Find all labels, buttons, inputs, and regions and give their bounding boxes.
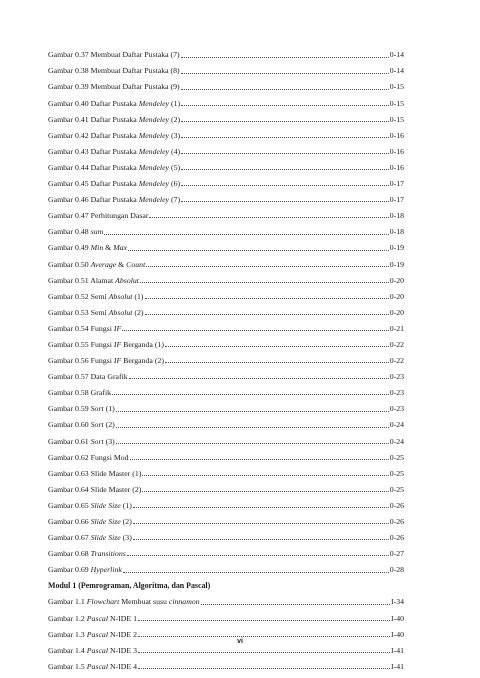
dot-leader xyxy=(165,346,389,347)
toc-entry-page: 0-15 xyxy=(389,82,404,92)
toc-entry-title xyxy=(48,132,180,140)
toc-entry[interactable] xyxy=(48,526,404,542)
toc-group-module-0 xyxy=(48,43,404,574)
dot-leader xyxy=(145,314,389,315)
toc-entry-title-text: (1) xyxy=(120,500,132,510)
toc-entry[interactable] xyxy=(48,365,404,381)
toc-entry-title xyxy=(48,212,148,220)
toc-group-module-1 xyxy=(48,590,404,670)
toc-entry-page: 0-16 xyxy=(389,130,404,140)
toc-entry-page: 0-14 xyxy=(389,50,404,60)
dot-leader xyxy=(181,105,389,106)
toc-entry-page: 0-28 xyxy=(389,565,404,575)
toc-entry-title-text: Gambar 0.66 xyxy=(48,517,91,527)
toc-entry[interactable] xyxy=(48,606,404,622)
toc-entry-title xyxy=(48,357,164,365)
toc-entry[interactable] xyxy=(48,220,404,236)
dot-leader xyxy=(201,604,390,605)
toc-entry-title xyxy=(48,421,115,429)
dot-leader xyxy=(181,185,389,186)
toc-entry-title-text: (2) xyxy=(169,114,181,124)
toc-entry-title-italic: Mendeley xyxy=(138,114,170,124)
toc-entry[interactable] xyxy=(48,413,404,429)
toc-entry-title-italic: Average xyxy=(90,259,117,269)
page-number: vi xyxy=(237,638,243,645)
toc-entry[interactable] xyxy=(48,349,404,365)
toc-entry[interactable] xyxy=(48,75,404,91)
toc-entry-page: I-41 xyxy=(391,645,404,655)
toc-entry-title-text: Gambar 0.38 Membuat Daftar Pustaka (8) xyxy=(48,66,180,76)
toc-entry-title-text: N-IDE 1 xyxy=(108,613,138,623)
dot-leader xyxy=(146,266,388,267)
toc-entry[interactable] xyxy=(48,461,404,477)
toc-entry-title-text: Gambar 0.65 xyxy=(48,500,91,510)
toc-entry-title-text: Berganda (2) xyxy=(121,356,164,366)
toc-entry-title-italic: Mendeley xyxy=(138,162,170,172)
toc-entry-title-italic: Absolut xyxy=(108,291,133,301)
toc-entry-title xyxy=(48,51,180,59)
toc-entry-title-text: Gambar 0.68 xyxy=(48,549,91,559)
toc-entry-title-italic: Pascal xyxy=(86,645,108,655)
toc-entry-title-text: Gambar 0.47 Perhitungan Dasar xyxy=(48,211,149,221)
toc-entry-title xyxy=(48,180,180,188)
toc-entry-title-text: Gambar 0.56 Fungsi xyxy=(48,356,114,366)
toc-entry-title-text: Gambar 0.58 Grafik xyxy=(48,388,112,398)
toc-entry-title-text: (2) xyxy=(120,517,132,527)
toc-entry-title-italic: Pascal xyxy=(86,661,108,671)
toc-entry-title-italic: Mendeley xyxy=(138,179,170,189)
toc-entry-page: 0-18 xyxy=(389,227,404,237)
toc-entry-title-text: N-IDE 3 xyxy=(108,645,138,655)
toc-entry-page: 0-16 xyxy=(389,162,404,172)
dot-leader xyxy=(138,668,390,669)
dot-leader xyxy=(142,491,388,492)
toc-entry-title-text: Gambar 0.63 Slide Master (1) xyxy=(48,468,142,478)
toc-entry-title-text: (3) xyxy=(103,436,115,446)
toc-entry-title-text: N-IDE 4 xyxy=(108,661,138,671)
dot-leader xyxy=(165,362,389,363)
dot-leader xyxy=(181,89,389,90)
toc-entry[interactable] xyxy=(48,43,404,59)
dot-leader xyxy=(149,217,388,218)
dot-leader xyxy=(142,475,388,476)
toc-entry-title-text: Gambar 0.50 xyxy=(48,259,91,269)
toc-entry-title-italic: Mendeley xyxy=(138,98,170,108)
toc-entry-page: 0-19 xyxy=(389,243,404,253)
toc-entry-title xyxy=(48,325,121,333)
toc-entry[interactable] xyxy=(48,107,404,123)
toc-entry-title-italic: Absolut xyxy=(108,307,133,317)
toc-entry-title-text: (2) xyxy=(103,420,115,430)
toc-entry[interactable] xyxy=(48,478,404,494)
toc-entry-title-text: (3) xyxy=(120,533,132,543)
dot-leader xyxy=(181,73,389,74)
toc-entry-title-text: (2) xyxy=(132,307,144,317)
toc-entry-title-text: Gambar 0.54 Fungsi xyxy=(48,323,114,333)
toc-entry-title xyxy=(48,83,180,91)
toc-entry-title-italic: Slide Size xyxy=(90,533,121,543)
toc-entry-title-italic: Mendeley xyxy=(138,130,170,140)
toc-entry-title-text: Gambar 1.1 xyxy=(48,597,87,607)
toc-entry-title-text: Gambar 1.3 xyxy=(48,629,87,639)
dot-leader xyxy=(122,330,389,331)
toc-entry-title xyxy=(48,550,126,558)
toc-entry-page: 0-22 xyxy=(389,356,404,366)
toc-entry-title-text: Gambar 1.4 xyxy=(48,645,87,655)
toc-entry-title-text: Gambar 0.43 Daftar Pustaka xyxy=(48,146,139,156)
toc-entry-title xyxy=(48,615,137,623)
toc-entry-title-text: (7) xyxy=(169,195,181,205)
toc-entry-title-text: Gambar 0.64 Slide Master (2) xyxy=(48,484,142,494)
toc-entry[interactable] xyxy=(48,301,404,317)
toc-entry-title-text: & xyxy=(116,259,127,269)
toc-entry-title xyxy=(48,164,180,172)
toc-entry-title-italic: Min xyxy=(90,243,104,253)
toc-entry-page: 0-20 xyxy=(389,307,404,317)
dot-leader xyxy=(116,411,389,412)
toc-entry-title xyxy=(48,293,144,301)
toc-entry-title xyxy=(48,470,141,478)
dot-leader xyxy=(133,507,389,508)
dot-leader xyxy=(138,620,390,621)
toc-entry-title-text: (5) xyxy=(169,162,181,172)
toc-entry-title xyxy=(48,277,139,285)
toc-entry-title-italic: IF xyxy=(113,339,122,349)
toc-entry[interactable] xyxy=(48,123,404,139)
toc-entry[interactable] xyxy=(48,252,404,268)
toc-entry[interactable] xyxy=(48,429,404,445)
toc-entry-title-italic: Max xyxy=(113,243,128,253)
toc-entry-title xyxy=(48,502,132,510)
dot-leader xyxy=(133,539,389,540)
toc-entry[interactable] xyxy=(48,655,404,671)
toc-entry-title xyxy=(48,647,137,655)
toc-entry[interactable] xyxy=(48,156,404,172)
dot-leader xyxy=(145,298,389,299)
toc-entry-title xyxy=(48,566,122,574)
toc-entry[interactable] xyxy=(48,590,404,606)
toc-entry-page: 0-25 xyxy=(389,468,404,478)
toc-entry-title xyxy=(48,518,132,526)
toc-entry-title-text: & xyxy=(103,243,114,253)
toc-entry-title-italic: IF xyxy=(113,323,122,333)
toc-entry[interactable] xyxy=(48,317,404,333)
toc-entry[interactable] xyxy=(48,622,404,638)
toc-entry-page: 0-25 xyxy=(389,484,404,494)
dot-leader xyxy=(181,201,389,202)
toc-entry-title xyxy=(48,261,145,269)
toc-entry-title-text: Gambar 0.53 Semi xyxy=(48,307,109,317)
toc-entry-title-text: Gambar 0.57 Data Grafik xyxy=(48,372,128,382)
toc-entry-page: 0-24 xyxy=(389,420,404,430)
toc-entry-title-italic: sum xyxy=(90,227,104,237)
dot-leader xyxy=(104,234,388,235)
toc-entry[interactable] xyxy=(48,268,404,284)
toc-entry-title-italic: Slide Size xyxy=(90,500,121,510)
toc-entry[interactable] xyxy=(48,397,404,413)
toc-entry-title-text: Gambar 0.42 Daftar Pustaka xyxy=(48,130,139,140)
toc-entry-title xyxy=(48,438,115,446)
toc-entry-title-text: Gambar 0.41 Daftar Pustaka xyxy=(48,114,139,124)
toc-entry-page: 0-17 xyxy=(389,179,404,189)
dot-leader xyxy=(123,572,389,573)
list-of-figures xyxy=(48,43,404,671)
dot-leader xyxy=(130,459,389,460)
toc-entry-title-italic: Flowchart xyxy=(86,597,120,607)
toc-entry-title-italic: Hyperlink xyxy=(90,565,122,575)
toc-entry-title xyxy=(48,405,115,413)
dot-leader xyxy=(133,523,389,524)
toc-entry-title xyxy=(48,598,200,606)
toc-entry-title-italic: Absolut xyxy=(115,275,139,285)
toc-entry-title xyxy=(48,196,180,204)
toc-entry-page: 0-27 xyxy=(389,549,404,559)
toc-entry-title-italic: Mendeley xyxy=(138,195,170,205)
toc-entry-page: I-41 xyxy=(391,661,404,671)
toc-entry[interactable] xyxy=(48,381,404,397)
toc-entry-title-text: (1) xyxy=(169,98,181,108)
toc-entry-page: I-40 xyxy=(391,629,404,639)
toc-entry-page: I-34 xyxy=(391,597,404,607)
toc-entry-title-text: Gambar 0.39 Membuat Daftar Pustaka (9) xyxy=(48,82,180,92)
toc-entry[interactable] xyxy=(48,140,404,156)
toc-entry[interactable] xyxy=(48,333,404,349)
dot-leader xyxy=(181,121,389,122)
toc-entry-title-text: Gambar 0.37 Membuat Daftar Pustaka (7) xyxy=(48,50,180,60)
toc-entry-title-text: Gambar 0.69 xyxy=(48,565,91,575)
toc-entry-title xyxy=(48,116,180,124)
toc-entry-title xyxy=(48,228,103,236)
dot-leader xyxy=(116,427,389,428)
toc-entry[interactable] xyxy=(48,284,404,300)
dot-leader xyxy=(128,250,389,251)
toc-entry-title-text: Membuat susu xyxy=(119,597,169,607)
toc-entry-title-text: Gambar 0.45 Daftar Pustaka xyxy=(48,179,139,189)
toc-entry-title-italic: Slide Size xyxy=(90,517,121,527)
dot-leader xyxy=(181,169,389,170)
toc-entry[interactable] xyxy=(48,445,404,461)
toc-entry-page: 0-19 xyxy=(389,259,404,269)
toc-entry-title-text: Gambar 0.60 xyxy=(48,420,91,430)
toc-entry[interactable] xyxy=(48,59,404,75)
section-heading: Modul 1 (Pemrograman, Algoritma, dan Pascal) xyxy=(48,581,211,591)
dot-leader xyxy=(181,57,389,58)
toc-entry-page: 0-17 xyxy=(389,195,404,205)
toc-entry-title-text: (4) xyxy=(169,146,181,156)
toc-entry-title-italic: Sort xyxy=(90,420,104,430)
dot-leader xyxy=(129,378,389,379)
toc-entry-page: 0-18 xyxy=(389,211,404,221)
toc-entry-title-italic: Sort xyxy=(90,436,104,446)
toc-entry-page: 0-23 xyxy=(389,372,404,382)
toc-entry-title xyxy=(48,663,137,671)
toc-entry-title-text: Gambar 0.61 xyxy=(48,436,91,446)
toc-entry-title-text: (1) xyxy=(132,291,144,301)
toc-entry-title-italic: Mendeley xyxy=(138,146,170,156)
toc-entry-page: 0-20 xyxy=(389,291,404,301)
toc-entry-page: 0-26 xyxy=(389,500,404,510)
toc-entry-page: I-40 xyxy=(391,613,404,623)
toc-entry-title-italic: Count xyxy=(126,259,146,269)
toc-entry-title-text: Gambar 1.2 xyxy=(48,613,87,623)
dot-leader xyxy=(140,282,389,283)
toc-entry-title xyxy=(48,67,180,75)
toc-entry[interactable] xyxy=(48,172,404,188)
toc-entry-title-text: (6) xyxy=(169,179,181,189)
toc-entry-title-italic: Pascal xyxy=(86,613,108,623)
toc-entry-title-italic: Transitions xyxy=(90,549,126,559)
dot-leader xyxy=(116,443,389,444)
dot-leader xyxy=(138,652,390,653)
toc-entry-title xyxy=(48,454,129,462)
toc-entry[interactable] xyxy=(48,510,404,526)
toc-entry[interactable] xyxy=(48,236,404,252)
toc-entry-title-text: Gambar 0.59 xyxy=(48,404,91,414)
dot-leader xyxy=(181,153,389,154)
toc-entry[interactable] xyxy=(48,558,404,574)
toc-entry-title-text: Gambar 0.55 Fungsi xyxy=(48,339,114,349)
toc-entry-page: 0-23 xyxy=(389,404,404,414)
toc-entry-title-text: Gambar 0.44 Daftar Pustaka xyxy=(48,162,139,172)
dot-leader xyxy=(112,394,389,395)
toc-entry-page: 0-15 xyxy=(389,98,404,108)
toc-entry-title-text: Gambar 0.40 Daftar Pustaka xyxy=(48,98,139,108)
dot-leader xyxy=(181,137,389,138)
toc-entry-title-text: Gambar 0.67 xyxy=(48,533,91,543)
toc-entry-title-text: (1) xyxy=(103,404,115,414)
toc-entry-page: 0-22 xyxy=(389,339,404,349)
toc-entry-title-text: Gambar 0.52 Semi xyxy=(48,291,109,301)
toc-entry[interactable] xyxy=(48,542,404,558)
toc-entry-page: 0-26 xyxy=(389,517,404,527)
toc-entry-page: 0-15 xyxy=(389,114,404,124)
toc-entry-page: 0-25 xyxy=(389,452,404,462)
toc-entry[interactable] xyxy=(48,91,404,107)
toc-entry-page: 0-26 xyxy=(389,533,404,543)
toc-entry-title-text: Gambar 0.51 Alamat xyxy=(48,275,116,285)
toc-entry-title-text: Gambar 0.46 Daftar Pustaka xyxy=(48,195,139,205)
toc-entry-page: 0-14 xyxy=(389,66,404,76)
toc-entry-title-text: Berganda (1) xyxy=(121,339,164,349)
toc-entry-title-italic: cinnamon xyxy=(168,597,200,607)
toc-entry-title-text: (3) xyxy=(169,130,181,140)
toc-entry-title-text: Gambar 0.49 xyxy=(48,243,91,253)
toc-entry-title-italic: IF xyxy=(113,356,122,366)
toc-entry-page: 0-16 xyxy=(389,146,404,156)
toc-entry-title xyxy=(48,534,132,542)
toc-entry-title xyxy=(48,100,180,108)
toc-entry-page: 0-21 xyxy=(389,323,404,333)
toc-entry-title-text: Gambar 1.5 xyxy=(48,661,87,671)
toc-entry-title-text: Gambar 0.62 Fungsi Mod xyxy=(48,452,129,462)
toc-entry-page: 0-20 xyxy=(389,275,404,285)
toc-entry[interactable] xyxy=(48,188,404,204)
toc-entry-title xyxy=(48,309,144,317)
toc-entry-title xyxy=(48,389,111,397)
toc-entry-title-italic: Pascal xyxy=(86,629,108,639)
toc-entry-title xyxy=(48,486,141,494)
dot-leader xyxy=(138,636,390,637)
toc-entry-title-text: N-IDE 2 xyxy=(108,629,138,639)
toc-entry[interactable] xyxy=(48,494,404,510)
toc-entry-title xyxy=(48,148,180,156)
toc-entry-title xyxy=(48,341,164,349)
toc-entry[interactable] xyxy=(48,204,404,220)
toc-entry-title xyxy=(48,373,128,381)
toc-entry-title-italic: Sort xyxy=(90,404,104,414)
toc-entry-page: 0-24 xyxy=(389,436,404,446)
toc-entry-title xyxy=(48,244,127,252)
toc-entry-page: 0-23 xyxy=(389,388,404,398)
toc-entry-title-text: Gambar 0.48 xyxy=(48,227,91,237)
dot-leader xyxy=(127,555,389,556)
